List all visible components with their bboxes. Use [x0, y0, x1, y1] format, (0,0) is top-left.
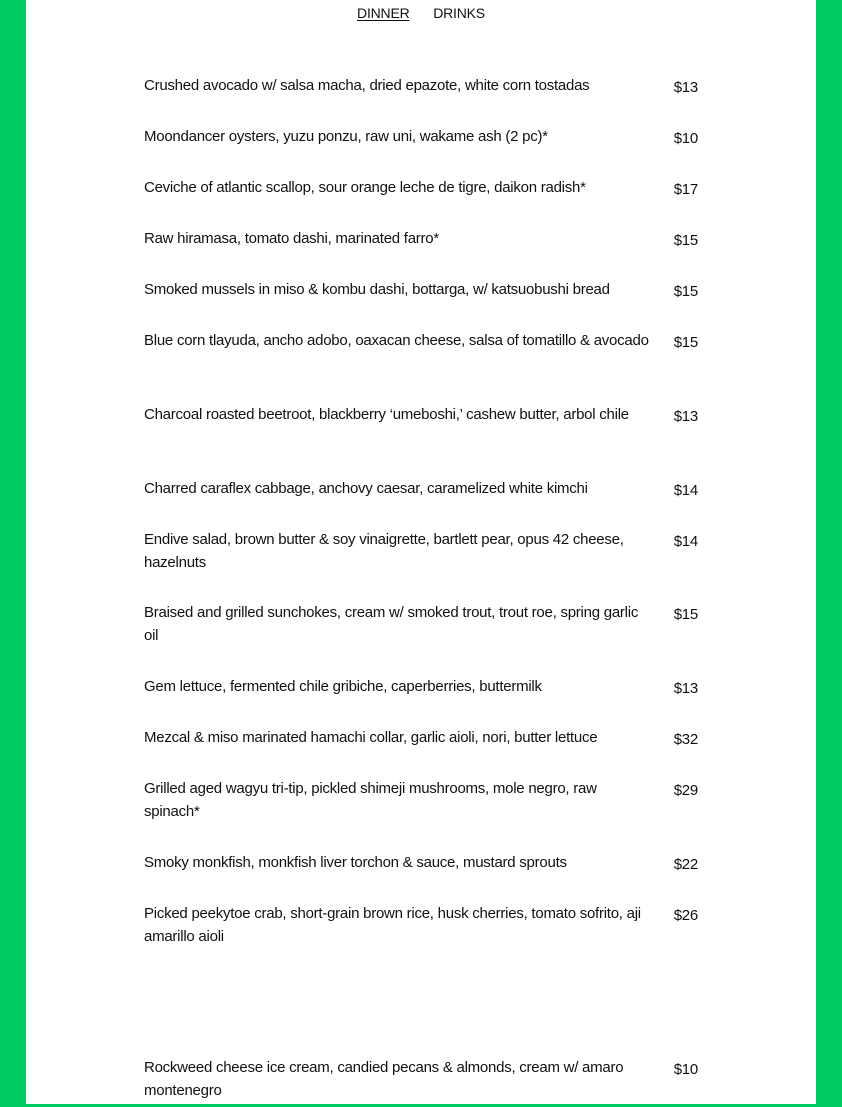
menu-item-name: Blue corn tlayuda, ancho adobo, oaxacan cheese, salsa of tomatillo & avocado — [144, 332, 649, 349]
menu-item — [144, 177, 698, 228]
menu-item-name: Smoked mussels in miso & kombu dashi, bottarga, w/ katsuobushi bread — [144, 281, 610, 298]
menu-item — [144, 778, 698, 852]
menu-item-name: Mezcal & miso marinated hamachi collar, garlic aioli, nori, butter lettuce — [144, 729, 598, 746]
menu-item-price: $32 — [673, 731, 698, 748]
menu-item — [144, 903, 698, 1057]
menu-item-price: $14 — [673, 482, 698, 499]
menu-item — [144, 330, 698, 404]
menu-item — [144, 602, 698, 676]
dessert-item — [144, 1057, 698, 1107]
menu-item-name: Ceviche of atlantic scallop, sour orange leche de tigre, daikon radish* — [144, 179, 586, 196]
menu-item-price: $17 — [673, 181, 698, 198]
menu-item-name: Grilled aged wagyu tri-tip, pickled shimeji mushrooms, mole negro, raw spinach* — [144, 780, 597, 820]
menu-item — [144, 478, 698, 529]
menu-item-name: Raw hiramasa, tomato dashi, marinated farro* — [144, 230, 439, 247]
tab-drinks[interactable]: DRINKS — [433, 5, 485, 21]
menu-item-name: Charred caraflex cabbage, anchovy caesar, caramelized white kimchi — [144, 480, 588, 497]
menu-item — [144, 228, 698, 279]
menu-item — [144, 676, 698, 727]
menu-tabs — [26, 4, 816, 22]
tab-dinner[interactable]: DINNER — [357, 5, 410, 21]
menu-item-name: Charcoal roasted beetroot, blackberry ‘umeboshi,’ cashew butter, arbol chile — [144, 406, 629, 423]
menu-item-price: $29 — [673, 782, 698, 799]
menu-item-name: Braised and grilled sunchokes, cream w/ smoked trout, trout roe, spring garlic oil — [144, 604, 639, 644]
menu-item-name: Crushed avocado w/ salsa macha, dried epazote, white corn tostadas — [144, 77, 590, 94]
menu-item-price: $13 — [673, 680, 698, 697]
menu-item — [144, 75, 698, 126]
menu-item-price: $10 — [673, 130, 698, 147]
menu-item-price: $15 — [673, 334, 698, 351]
menu-item — [144, 529, 698, 602]
menu-item-name: Endive salad, brown butter & soy vinaigrette, bartlett pear, opus 42 cheese, hazelnuts — [144, 531, 624, 571]
menu-item — [144, 727, 698, 778]
menu-item-price: $15 — [673, 283, 698, 300]
menu-item-name: Picked peekytoe crab, short-grain brown rice, husk cherries, tomato sofrito, aji amarillo aioli — [144, 905, 641, 945]
menu-item-name: Rockweed cheese ice cream, candied pecans & almonds, cream w/ amaro montenegro — [144, 1059, 624, 1099]
menu-item-price: $22 — [673, 856, 698, 873]
dinner-menu — [144, 75, 698, 1107]
menu-item-name: Moondancer oysters, yuzu ponzu, raw uni, wakame ash (2 pc)* — [144, 128, 548, 145]
menu-item — [144, 852, 698, 903]
menu-item-price: $13 — [673, 79, 698, 96]
menu-item-name: Smoky monkfish, monkfish liver torchon & sauce, mustard sprouts — [144, 854, 567, 871]
menu-item — [144, 404, 698, 478]
menu-item-price: $10 — [673, 1061, 698, 1078]
menu-item-price: $26 — [673, 907, 698, 924]
menu-item-price: $15 — [673, 606, 698, 623]
menu-item-price: $15 — [673, 232, 698, 249]
menu-item-price: $14 — [673, 533, 698, 550]
menu-item-price: $13 — [673, 408, 698, 425]
menu-page — [26, 0, 816, 1104]
menu-item — [144, 279, 698, 330]
menu-item — [144, 126, 698, 177]
menu-item-name: Gem lettuce, fermented chile gribiche, caperberries, buttermilk — [144, 678, 542, 695]
